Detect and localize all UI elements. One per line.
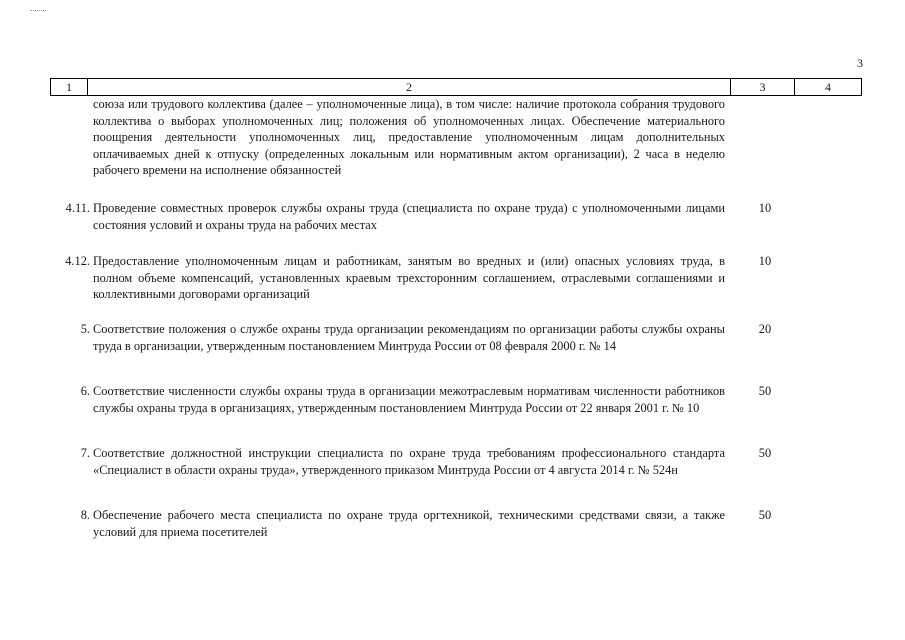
item-number: 5. xyxy=(80,322,90,336)
item-text: Предоставление уполномоченным лицам и работникам, занятым во вредных и (или) опасных условиях труда, в полном объеме компенсаций, установленных краевым трехсторонним соглашением, отраслевыми соглашениями и коллективными договорами организаций xyxy=(93,254,725,301)
table-row xyxy=(50,445,862,507)
item-text: Соответствие численности службы охраны труда в организации межотраслевым нормативам численности работников службы охраны труда в организациях, утвержденным постановлением Минтруда России от 22 января 2001 г. № 10 xyxy=(93,384,725,415)
item-points: 50 xyxy=(758,508,772,522)
item-number: 4.12. xyxy=(65,254,90,268)
item-points xyxy=(733,96,797,200)
item-text: Соответствие должностной инструкции специалиста по охране труда требованиям профессионального стандарта «Специалист в области охраны труда», утвержденного приказом Минтруда России от 4 августа 2014 г. № 524н xyxy=(93,446,725,477)
item-text: Обеспечение рабочего места специалиста по охране труда оргтехникой, техническими средствами связи, а также условий для приема посетителей xyxy=(93,508,725,539)
item-text: Проведение совместных проверок службы охраны труда (специалиста по охране труда) с уполномоченными лицами состояния условий и охраны труда на рабочих местах xyxy=(93,201,725,232)
item-points: 10 xyxy=(758,201,772,215)
table-row xyxy=(50,200,862,253)
page-number: 3 xyxy=(857,56,863,70)
item-points: 50 xyxy=(758,446,772,460)
item-points: 50 xyxy=(758,384,772,398)
item-number: 4.11. xyxy=(65,201,90,215)
table-header-row xyxy=(50,78,862,96)
item-number: 8. xyxy=(80,508,90,522)
item-number xyxy=(50,96,90,200)
header-col-1: 1 xyxy=(51,79,88,95)
item-number: 6. xyxy=(80,384,90,398)
header-col-4: 4 xyxy=(825,79,831,94)
item-number: 7. xyxy=(80,446,90,460)
table-row xyxy=(50,383,862,445)
header-col-2: 2 xyxy=(88,79,731,95)
table-row xyxy=(50,321,862,383)
item-text: союза или трудового коллектива (далее – уполномоченные лица), в том числе: наличие протокола собрания трудового коллектива о выборах уполномоченных лиц; положения об уполномоченных лицах. Обеспечение материального поощрения деятельности уполномоченных лиц, предоставление уполномоченным лицам дополнительных оплачиваемых дней к отпуску (определенных локальным или нормативным актом организации), 2 часа в неделю рабочего времени на исполнение обязанностей xyxy=(93,97,725,177)
item-points: 20 xyxy=(758,322,772,336)
table-row xyxy=(50,253,862,321)
item-points: 10 xyxy=(758,254,772,268)
table-row xyxy=(50,507,862,547)
table-row xyxy=(50,96,862,200)
item-text: Соответствие положения о службе охраны труда организации рекомендациям по организации работы службы охраны труда в организации, утвержденным постановлением Минтруда России от 08 февраля 2000 г. № 14 xyxy=(93,322,725,353)
header-col-3: 3 xyxy=(731,79,795,95)
table-body xyxy=(50,96,862,547)
scan-corner-mark xyxy=(30,10,46,11)
